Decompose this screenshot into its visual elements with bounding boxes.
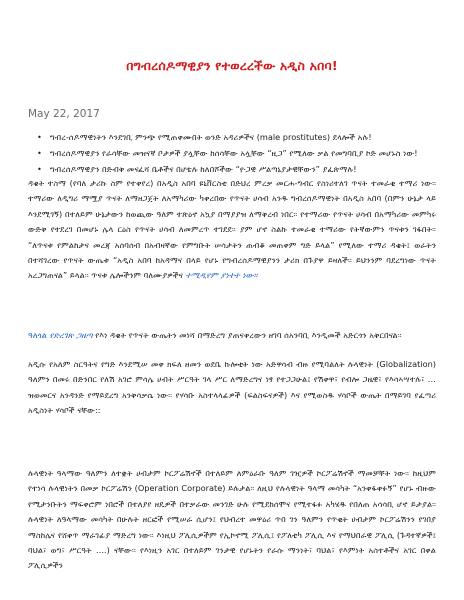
body-paragraph <box>28 328 436 343</box>
highlight-item: • ግብረሰዶማዊያን በድብቅ መናፈሻ ቤቶችና በሆቴሉ ከለበሾችው “ዮጋዊ ሥልጣኒያታዊቸውን” ያፈጽማሉ! <box>34 162 444 176</box>
body-paragraph: አዲሱ የአለም ስርዓትና የግድ እንደሚሠ መቀ ክፍለ ዘመን ወደቤ ኩሎቲት ነው አድዋሳብ ብዙ የሚባልለት ሉላዊነት (Globalization) ዓለምን በመሩ በድንበር የለሽ አገሮ ምሳሌ ሀብት ሥርዓት ገላ ሥር ለማድረግና ነፃ የተጋጋሁል፤ የሽቀዋ፣ የብሎ ጋዜዊ፣ የእሳኣሣተሉ፣ … ዝወመርና አንዳንድ የማይደረግ አንቅሳቃሴ ነው፡፡ የሃሳቡ አስተላላፊዎች (ፍልስፍናዎች) እና የሚወስዱ ሃሳቦች ውጤት በማይገባ የፈጣሪ አዲስነት ሃሳቦች ናቸው:: <box>28 359 436 416</box>
article-date: May 22, 2017 <box>28 108 100 120</box>
highlighted-phrase: ተሚዲየም ያነተተ ነው፡፡ <box>185 270 258 281</box>
body-paragraph <box>28 176 436 284</box>
source-link[interactable]: ዓለጎል <box>28 330 47 340</box>
highlights-list <box>34 130 444 178</box>
highlight-item: • ግብረ-ሰዶማዊነትን እንደገቢ ምንጭ የሚጠቀሙበት ወንድ አዳሪዎችና (male prostitutes) ደላሎች አሉ! <box>34 130 444 144</box>
paragraph-text: ዳቄት ተስማ (የባለ ታሪኩ ስም የተቀየረ) በአዲስ አበባ ዩኒቨርስቲ በድህረ ምረቃ መርሐ-ግብር የስነሪተለገ ጥናት ተመራቂ ተማሪ ነው፡፡ ተማሪው ለዲግሪ ማሟያ ጥናት ለማዘጋጀት ለአማካሪው ካቀረበው የጥናት ሀሳብ አንዱ ግብረሰዶማዊነት በአዲስ አበባ (በምን ሁኔታ ላይ እንደሚገኝ) በተለይም ሁኔታውን ከወጪው ዓለም ተጽዕኖ አኳያ በማያያዝ ለማቅረብ ነበር፡፡ የተማሪው የጥናት ሀሳብ በአማካሪው መምካሩ ውድቅ የተደረገ በመሆኑ ሌላ ርዕስ የጥናት ሀሳብ ለመምረጥ ተገደደ፡፡ ያም ሆኖ ስልኩ ተመራቂ ተማሪው የትኛውምን ጥናቱን ገፋበት፡፡ “ለጥናቱ የምልከታና መረጃ አሰባሰብ በአብዛኛው የምግቡት ሠሳታትን ጠብቆ መጠቀም ግድ ይላል” የሚለው ተማሪ ዳቄት፤ ወራትን በተሻገረው የጥናት ውጤቱ “አዲስ አበባ ከአዳማና በላይ የሆኑ የግብረሰዶማዊያንን ታሪክ በጉያዋ ይዛለች፡፡ ይህንንም ባደረግነው ጥናት አረጋግጠናል” ይላል፡፡ ጥናቱ ሌሎችንም ባለሙያዎችና <box>28 178 436 281</box>
article-title: በግብረሰዶማዊያን የተወረረችው አዲስ አበባ! <box>126 58 338 73</box>
paragraph-text: የእነ ዳቄት የጥናት ውጤትን መነሻ በማድረግ ያጠናቀረውን ዘገባ ሰአንባቢ እንዲመች አድርጎን አቅርበናል፡፡ <box>95 330 402 340</box>
source-link[interactable]: የድረገጽ ጋዜጣ <box>49 330 93 340</box>
body-paragraph: ሉላዊነት ዓላማው ዓለምን ለተቋት ሀብታም ኮርፖሬሽኖች በተለይም ለምዕራቡ ዓለም ገዢዎች ኮርፖሬሽኖች ማመቻቸት ነው፡፡ ከዚህም የተነሳ ሉላዊነትን በመቃ ኮርፖሬሽን (Operation Corporate) ይሉታል፡፡ ለዚህ የሉላዊነት ዓላማ መሳካት “አንቀፋቀፉኝ” የሆኑ ብዙው የሚታንቡትን ማፍቀሮም ነበሮች በተለያየ ዘዴዎች በተቃራው መንገድ ሁሉ የሚደከሰሞና የሚተፋፉ አካሄዱ የበለጠ አሳሳቢ ሆኖ ይታያል፡፡ ሉላዊነት ለዓላማው መሳካት በሁሉት ዘርፎች የሚሠራ ሲሆን፤ የህብረተ መዋዕሪ ጥበ ገን ዓለምን የጥቂት ሀብታም ኮርፖሬሽንን የገበያ ማስከሌና የሸቀጥ ማራገፊያ ማድረግ ነው፡፡ እነዚህ ፖሊሲዎችም የኢኮኖሚ ፖሊሲ፤ የፖለቲካ ፖሊሲ እና የማህበራዊ ፖሊሲ (ጉዳተኛዎች፤ ባህል፣ ወግ፣ ሥርዓት ….) ናቸው፡፡ የእነዚን አገር በተለይም ገንታዊ የሆኑትን የራሱ ማንነት፣ ባህል፣ የእምነት አስተቶችና አገር በቀል ፖሊሲዎችን <box>28 468 436 571</box>
highlight-item: • ግብረሰዶማዊያን የራሳቸው መዝናኛ ቦታዎች ያሏቸው ከሰሳቸው አሏቸው “ዚጋ” የሚለው ቃል የመግባቢያ ኮድ መሆኑስ ነው! <box>34 146 444 160</box>
